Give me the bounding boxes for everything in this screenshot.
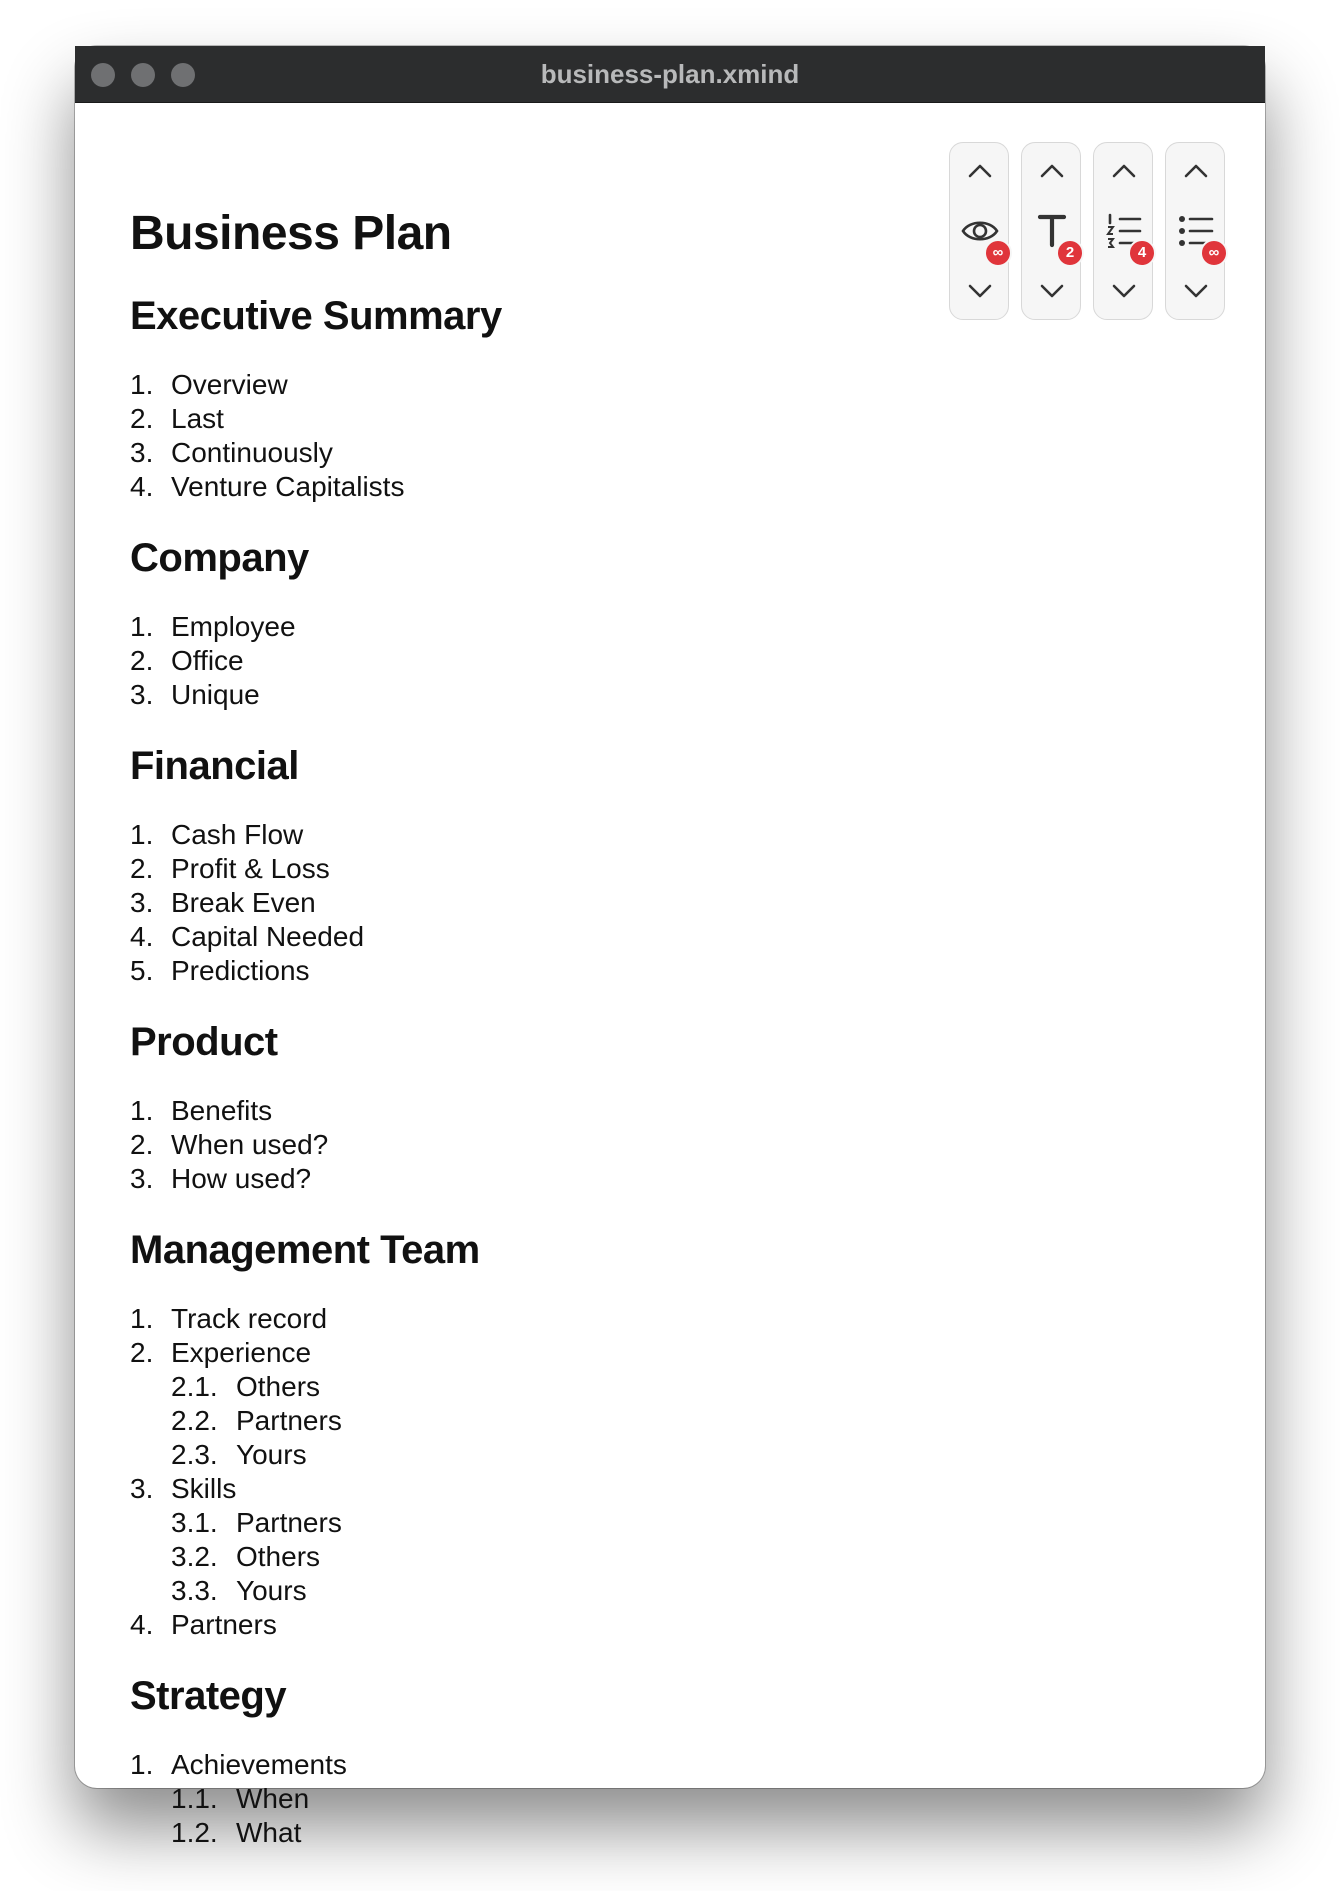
list-item: 1. Overview: [130, 369, 288, 400]
list-item: 3. Skills: [130, 1473, 237, 1504]
section-heading: Company: [130, 536, 309, 580]
chevron-down-icon[interactable]: [966, 281, 994, 301]
section-list: [130, 1748, 910, 1850]
section-list: [130, 1094, 910, 1196]
chevron-up-icon[interactable]: [966, 161, 994, 181]
visibility-stepper: [949, 142, 1009, 320]
text-level-stepper: [1021, 142, 1081, 320]
sub-list-item: 1.1. When: [171, 1783, 310, 1814]
sub-list-item: 1.2. What: [171, 1817, 302, 1848]
sub-list-item: 2.1. Others: [171, 1371, 321, 1402]
section-heading: Management Team: [130, 1228, 480, 1272]
section-list: [130, 1302, 910, 1642]
infinity-badge: ∞: [984, 239, 1012, 267]
list-item: 2. When used?: [130, 1129, 329, 1160]
count-badge: 4: [1128, 239, 1156, 267]
sub-list-item: 3.2. Others: [171, 1541, 321, 1572]
list-item: 4. Capital Needed: [130, 921, 365, 952]
sub-list-item: 2.3. Yours: [171, 1439, 307, 1470]
list-item: 2. Last: [130, 403, 224, 434]
list-item: 2. Office: [130, 645, 244, 676]
list-item: 4. Venture Capitalists: [130, 471, 405, 502]
list-item: 3. Break Even: [130, 887, 316, 918]
sub-list-item: 3.1. Partners: [171, 1507, 342, 1538]
list-item: 4. Partners: [130, 1609, 277, 1640]
chevron-down-icon[interactable]: [1182, 281, 1210, 301]
app-window: [75, 46, 1265, 1848]
bulleted-list-stepper: [1165, 142, 1225, 320]
list-item: 1. Benefits: [130, 1095, 273, 1126]
sub-list-item: 2.2. Partners: [171, 1405, 342, 1436]
list-item: 3. How used?: [130, 1163, 312, 1194]
chevron-up-icon[interactable]: [1038, 161, 1066, 181]
window-title: business-plan.xmind: [540, 59, 800, 89]
chevron-up-icon[interactable]: [1110, 161, 1138, 181]
list-item: 1. Achievements: [130, 1749, 347, 1780]
section-heading: Strategy: [130, 1674, 287, 1718]
section-list: [130, 610, 910, 712]
list-item: 1. Employee: [130, 611, 296, 642]
list-item: 1. Cash Flow: [130, 819, 304, 850]
section-heading: Financial: [130, 744, 299, 788]
chevron-down-icon[interactable]: [1110, 281, 1138, 301]
chevron-up-icon[interactable]: [1182, 161, 1210, 181]
section-list: [130, 818, 910, 988]
section-heading: Executive Summary: [130, 294, 502, 338]
list-item: 5. Predictions: [130, 955, 310, 986]
document-outline: [130, 146, 910, 1848]
list-item: 2. Profit & Loss: [130, 853, 330, 884]
list-item: 1. Track record: [130, 1303, 328, 1334]
chevron-down-icon[interactable]: [1038, 281, 1066, 301]
section-heading: Product: [130, 1020, 278, 1064]
list-item: 2. Experience: [130, 1337, 312, 1368]
document-title: Business Plan: [130, 207, 452, 260]
section-list: [130, 368, 910, 504]
sub-list-item: 3.3. Yours: [171, 1575, 307, 1606]
numbered-list-stepper: [1093, 142, 1153, 320]
infinity-badge: ∞: [1200, 239, 1228, 267]
list-item: 3. Unique: [130, 679, 260, 710]
title-bar: [75, 46, 1265, 103]
list-item: 3. Continuously: [130, 437, 333, 468]
count-badge: 2: [1056, 239, 1084, 267]
